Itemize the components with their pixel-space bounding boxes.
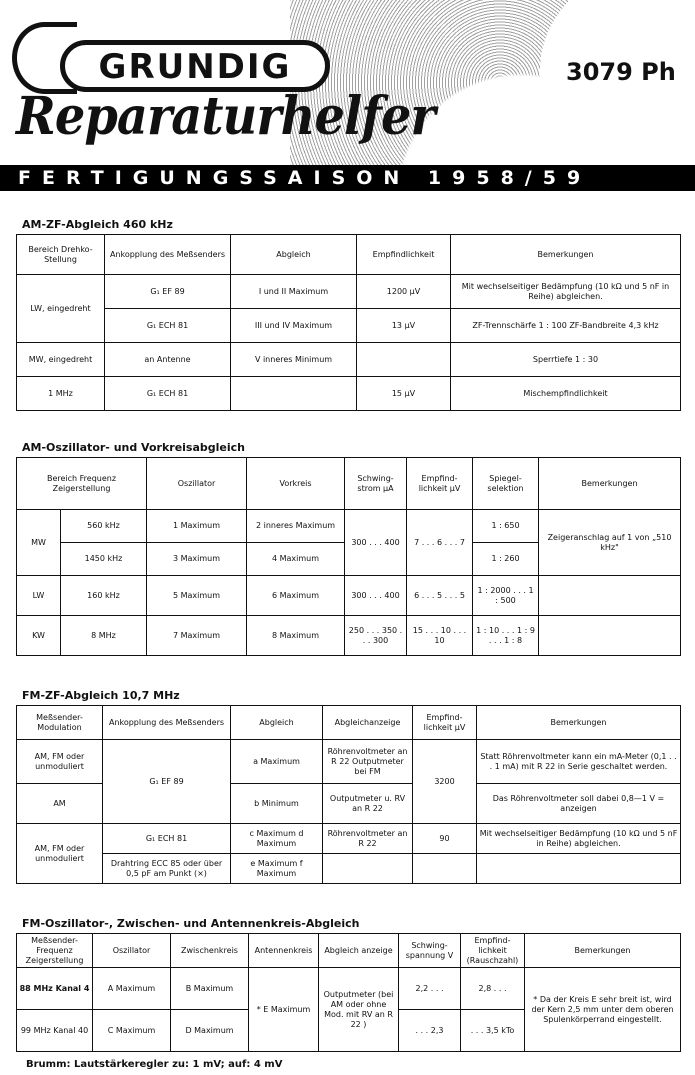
table-cell: 160 kHz — [61, 576, 147, 616]
col-header: Antennenkreis — [249, 934, 319, 968]
table-cell: C Maximum — [93, 1010, 171, 1052]
col-header: Oszillator — [93, 934, 171, 968]
table-cell: G₁ EF 89 — [103, 740, 231, 824]
table-cell: Röhrenvoltmeter an R 22 — [323, 824, 413, 854]
table-cell: 7 Maximum — [147, 616, 247, 656]
table-cell: AM, FM oder unmoduliert — [17, 824, 103, 884]
table-cell: 6 Maximum — [247, 576, 345, 616]
col-header: Oszillator — [147, 458, 247, 510]
col-header: Abgleich anzeige — [319, 934, 399, 968]
table-cell: Mit wechselseitiger Bedämpfung (10 kΩ und 5 nF in Reihe) abgleichen. — [451, 275, 681, 309]
table-cell: MW, eingedreht — [17, 343, 105, 377]
header — [0, 0, 695, 190]
table-cell: 13 µV — [357, 309, 451, 343]
col-header: Schwing-strom µA — [345, 458, 407, 510]
table-fm-zf — [16, 705, 681, 884]
table-cell — [477, 854, 681, 884]
table-cell: 1200 µV — [357, 275, 451, 309]
col-header: Meßsender-Modulation — [17, 706, 103, 740]
col-header: Abgleich — [231, 235, 357, 275]
table-cell: 1450 kHz — [61, 543, 147, 576]
table-cell: 90 — [413, 824, 477, 854]
document-title: Reparaturhelfer — [16, 86, 435, 147]
table-cell: 88 MHz Kanal 4 — [17, 968, 93, 1010]
table-cell: e Maximum f Maximum — [231, 854, 323, 884]
table-cell: V inneres Minimum — [231, 343, 357, 377]
table-cell: MW — [17, 510, 61, 576]
table-cell: ZF-Trennschärfe 1 : 100 ZF-Bandbreite 4,3 kHz — [451, 309, 681, 343]
col-header: Vorkreis — [247, 458, 345, 510]
section-title-am-zf: AM-ZF-Abgleich 460 kHz — [22, 218, 173, 231]
col-header: Bemerkungen — [451, 235, 681, 275]
table-cell: an Antenne — [105, 343, 231, 377]
logo-badge — [60, 40, 330, 92]
table-cell: 300 . . . 400 — [345, 510, 407, 576]
table-cell: . . . 3,5 kTo — [461, 1010, 525, 1052]
col-header: Empfindlichkeit — [357, 235, 451, 275]
col-header: Schwing-spannung V — [399, 934, 461, 968]
table-cell: G₁ EF 89 — [105, 275, 231, 309]
table-cell: Statt Röhrenvoltmeter kann ein mA-Meter (0,1 . . . 1 mA) mit R 22 in Serie geschaltet werden. — [477, 740, 681, 784]
table-cell: 250 . . . 350 . . . 300 — [345, 616, 407, 656]
table-cell: G₁ ECH 81 — [103, 824, 231, 854]
col-header: Ankopplung des Meßsenders — [103, 706, 231, 740]
table-cell: 560 kHz — [61, 510, 147, 543]
col-header: Bemerkungen — [477, 706, 681, 740]
col-header: Bereich Drehko-Stellung — [17, 235, 105, 275]
table-cell: 1 Maximum — [147, 510, 247, 543]
table-cell: AM — [17, 784, 103, 824]
table-cell — [413, 854, 477, 884]
grundig-logo — [8, 16, 328, 96]
table-cell: 1 : 650 — [473, 510, 539, 543]
table-cell: 7 . . . 6 . . . 7 — [407, 510, 473, 576]
table-am-zf — [16, 234, 681, 411]
table-cell: 1 : 2000 . . . 1 : 500 — [473, 576, 539, 616]
table-cell: 5 Maximum — [147, 576, 247, 616]
table-cell: * E Maximum — [249, 968, 319, 1052]
model-number: 3079 Ph — [566, 58, 676, 86]
section-title-fm-osz: FM-Oszillator-, Zwischen- und Antennenkreis-Abgleich — [22, 917, 360, 930]
col-header: Spiegel-selektion — [473, 458, 539, 510]
table-cell: 15 µV — [357, 377, 451, 411]
table-cell — [539, 576, 681, 616]
table-cell: 4 Maximum — [247, 543, 345, 576]
section-title-am-osz: AM-Oszillator- und Vorkreisabgleich — [22, 441, 245, 454]
table-cell: LW — [17, 576, 61, 616]
table-cell: 8 Maximum — [247, 616, 345, 656]
table-cell — [323, 854, 413, 884]
table-cell: 1 MHz — [17, 377, 105, 411]
col-header: Empfind-lichkeit (Rauschzahl) — [461, 934, 525, 968]
table-cell: D Maximum — [171, 1010, 249, 1052]
table-cell: 2 inneres Maximum — [247, 510, 345, 543]
table-cell: LW, eingedreht — [17, 275, 105, 343]
table-cell: 15 . . . 10 . . . 10 — [407, 616, 473, 656]
table-cell: 3 Maximum — [147, 543, 247, 576]
table-fm-osz — [16, 933, 681, 1052]
col-header: Meßsender-Frequenz Zeigerstellung — [17, 934, 93, 968]
table-cell: G₁ ECH 81 — [105, 309, 231, 343]
table-cell: 1 : 10 . . . 1 : 9 . . . 1 : 8 — [473, 616, 539, 656]
table-cell: Drahtring ECC 85 oder über 0,5 pF am Punkt (×) — [103, 854, 231, 884]
table-cell: 300 . . . 400 — [345, 576, 407, 616]
table-cell: A Maximum — [93, 968, 171, 1010]
col-header: Empfind-lichkeit µV — [407, 458, 473, 510]
table-cell: 6 . . . 5 . . . 5 — [407, 576, 473, 616]
table-cell: * Da der Kreis E sehr breit ist, wird der Kern 2,5 mm unter dem oberen Spulenkörperrand eingestellt. — [525, 968, 681, 1052]
table-cell: Outputmeter (bei AM oder ohne Mod. mit RV an R 22 ) — [319, 968, 399, 1052]
col-header: Zwischenkreis — [171, 934, 249, 968]
table-cell: Mit wechselseitiger Bedämpfung (10 kΩ und 5 nF in Reihe) abgleichen. — [477, 824, 681, 854]
table-cell — [539, 616, 681, 656]
table-cell: c Maximum d Maximum — [231, 824, 323, 854]
table-cell: 1 : 260 — [473, 543, 539, 576]
table-cell — [357, 343, 451, 377]
table-cell: I und II Maximum — [231, 275, 357, 309]
col-header: Bemerkungen — [539, 458, 681, 510]
table-cell: Zeigeranschlag auf 1 von „510 kHz" — [539, 510, 681, 576]
table-cell: KW — [17, 616, 61, 656]
col-header: Bemerkungen — [525, 934, 681, 968]
table-cell: 99 MHz Kanal 40 — [17, 1010, 93, 1052]
table-cell: 2,2 . . . — [399, 968, 461, 1010]
table-cell — [231, 377, 357, 411]
table-cell: Mischempfindlichkeit — [451, 377, 681, 411]
table-cell: B Maximum — [171, 968, 249, 1010]
col-header: Abgleichanzeige — [323, 706, 413, 740]
section-title-fm-zf: FM-ZF-Abgleich 10,7 MHz — [22, 689, 180, 702]
table-cell: AM, FM oder unmoduliert — [17, 740, 103, 784]
table-cell: Sperrtiefe 1 : 30 — [451, 343, 681, 377]
footer-note: Brumm: Lautstärkeregler zu: 1 mV; auf: 4 mV — [26, 1059, 283, 1070]
table-cell: b Minimum — [231, 784, 323, 824]
table-cell: Das Röhrenvoltmeter soll dabei 0,8—1 V = anzeigen — [477, 784, 681, 824]
col-header: Abgleich — [231, 706, 323, 740]
col-header: Empfind-lichkeit µV — [413, 706, 477, 740]
table-cell: 2,8 . . . — [461, 968, 525, 1010]
col-header: Ankopplung des Meßsenders — [105, 235, 231, 275]
table-cell: . . . 2,3 — [399, 1010, 461, 1052]
table-cell: a Maximum — [231, 740, 323, 784]
table-cell: G₁ ECH 81 — [105, 377, 231, 411]
table-cell: 8 MHz — [61, 616, 147, 656]
brand-name: GRUNDIG — [98, 47, 292, 87]
table-cell: Röhrenvoltmeter an R 22 Outputmeter bei FM — [323, 740, 413, 784]
table-cell: 3200 — [413, 740, 477, 824]
table-cell: Outputmeter u. RV an R 22 — [323, 784, 413, 824]
season-band: FERTIGUNGSSAISON 1958/59 — [0, 165, 695, 191]
table-am-osz — [16, 457, 681, 656]
col-header: Bereich Frequenz Zeigerstellung — [17, 458, 147, 510]
table-cell: III und IV Maximum — [231, 309, 357, 343]
